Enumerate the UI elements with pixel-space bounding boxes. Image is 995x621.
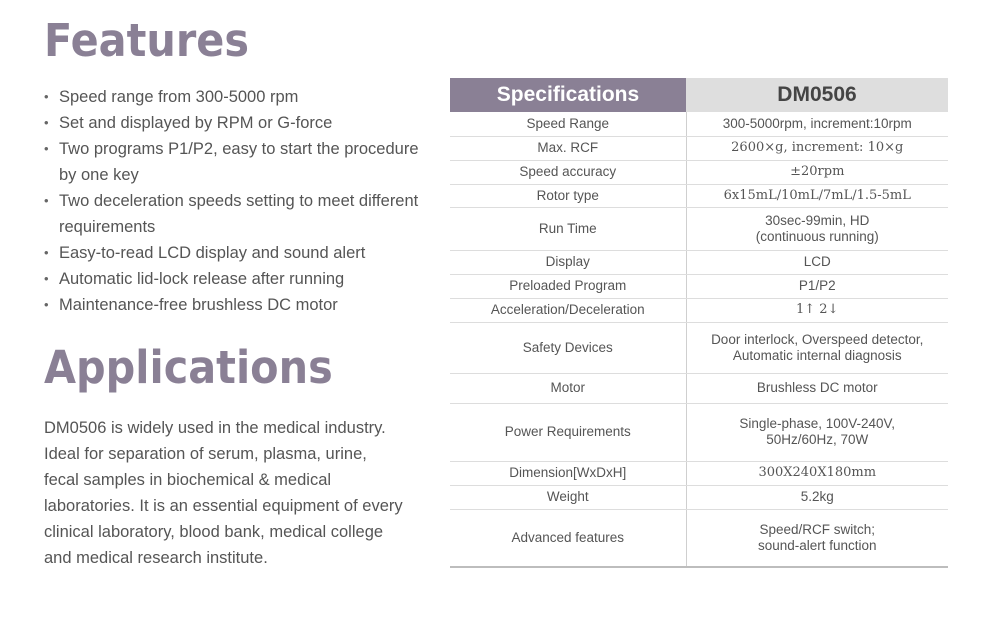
spec-value: P1/P2 bbox=[686, 274, 948, 298]
spec-value: 2600×g, increment: 10×g bbox=[686, 136, 948, 160]
spec-label: Dimension[WxDxH] bbox=[450, 461, 686, 485]
model-header: DM0506 bbox=[686, 78, 948, 112]
spec-label: Run Time bbox=[450, 207, 686, 250]
bullet-icon: • bbox=[44, 115, 49, 130]
spec-label: Advanced features bbox=[450, 509, 686, 567]
applications-heading: Applications bbox=[44, 341, 333, 394]
spec-label: Speed accuracy bbox=[450, 160, 686, 184]
spec-value-line: sound-alert function bbox=[757, 537, 877, 553]
spec-label: Acceleration/Deceleration bbox=[450, 298, 686, 322]
spec-value bbox=[686, 322, 948, 373]
spec-value bbox=[686, 207, 948, 250]
table-row bbox=[450, 112, 948, 136]
spec-value bbox=[686, 403, 948, 461]
applications-description: DM0506 is widely used in the medical industry. Ideal for separation of serum, plasma, urine, fecal samples in biochemical & medical laboratories. It is an essential equipment of every clinical laboratory, blood bank, medical college and medical research institute. bbox=[44, 419, 403, 567]
spec-value: Brushless DC motor bbox=[686, 373, 948, 403]
spec-value-line: Speed/RCF switch; bbox=[759, 521, 876, 537]
table-row bbox=[450, 184, 948, 207]
feature-item: • Easy-to-read LCD display and sound alert bbox=[44, 240, 424, 266]
spec-label: Weight bbox=[450, 485, 686, 509]
spec-value: 300-5000rpm, increment:10rpm bbox=[686, 112, 948, 136]
table-row bbox=[450, 509, 948, 567]
spec-value-line: Automatic internal diagnosis bbox=[732, 347, 902, 363]
spec-value-line: Door interlock, Overspeed detector, bbox=[711, 331, 924, 347]
spec-value: 1↑ 2↓ bbox=[686, 298, 948, 322]
table-row bbox=[450, 274, 948, 298]
features-heading: Features bbox=[44, 14, 250, 67]
bullet-icon: • bbox=[44, 271, 49, 286]
table-row bbox=[450, 485, 948, 509]
bullet-icon: • bbox=[44, 245, 49, 260]
spec-value bbox=[686, 509, 948, 567]
feature-item: • Two deceleration speeds setting to meet different requirements bbox=[44, 188, 424, 240]
table-row bbox=[450, 373, 948, 403]
spec-value-line: 50Hz/60Hz, 70W bbox=[766, 432, 869, 447]
table-row bbox=[450, 136, 948, 160]
features-list bbox=[44, 84, 424, 318]
spec-label: Speed Range bbox=[450, 112, 686, 136]
spec-value: 6x15mL/10mL/7mL/1.5-5mL bbox=[686, 184, 948, 207]
table-row bbox=[450, 207, 948, 250]
bullet-icon: • bbox=[44, 193, 49, 208]
spec-value-line: 30sec-99min, HD bbox=[765, 212, 870, 228]
table-row bbox=[450, 160, 948, 184]
spec-value: 300X240X180mm bbox=[686, 461, 948, 485]
table-row bbox=[450, 403, 948, 461]
feature-item: • Automatic lid-lock release after running bbox=[44, 266, 424, 292]
spec-value-line: (continuous running) bbox=[755, 228, 879, 244]
specifications-header: Specifications bbox=[450, 78, 686, 112]
bullet-icon: • bbox=[44, 297, 49, 312]
specifications-table bbox=[450, 78, 948, 568]
bullet-icon: • bbox=[44, 89, 49, 104]
table-row bbox=[450, 461, 948, 485]
spec-label: Max. RCF bbox=[450, 136, 686, 160]
spec-label: Power Requirements bbox=[450, 403, 686, 461]
feature-item: • Set and displayed by RPM or G-force bbox=[44, 110, 424, 136]
feature-item: • Speed range from 300-5000 rpm bbox=[44, 84, 424, 110]
spec-value: LCD bbox=[686, 250, 948, 274]
spec-label: Safety Devices bbox=[450, 322, 686, 373]
table-row bbox=[450, 322, 948, 373]
spec-label: Rotor type bbox=[450, 184, 686, 207]
spec-value: ±20rpm bbox=[686, 160, 948, 184]
spec-value-line: Single-phase, 100V-240V, bbox=[739, 416, 896, 431]
spec-label: Preloaded Program bbox=[450, 274, 686, 298]
bullet-icon: • bbox=[44, 141, 49, 156]
spec-label: Motor bbox=[450, 373, 686, 403]
feature-item: • Two programs P1/P2, easy to start the procedure by one key bbox=[44, 136, 424, 188]
table-header-row bbox=[450, 78, 948, 112]
spec-label: Display bbox=[450, 250, 686, 274]
table-row bbox=[450, 250, 948, 274]
table-row bbox=[450, 298, 948, 322]
feature-item: • Maintenance-free brushless DC motor bbox=[44, 292, 424, 318]
spec-value: 5.2kg bbox=[686, 485, 948, 509]
